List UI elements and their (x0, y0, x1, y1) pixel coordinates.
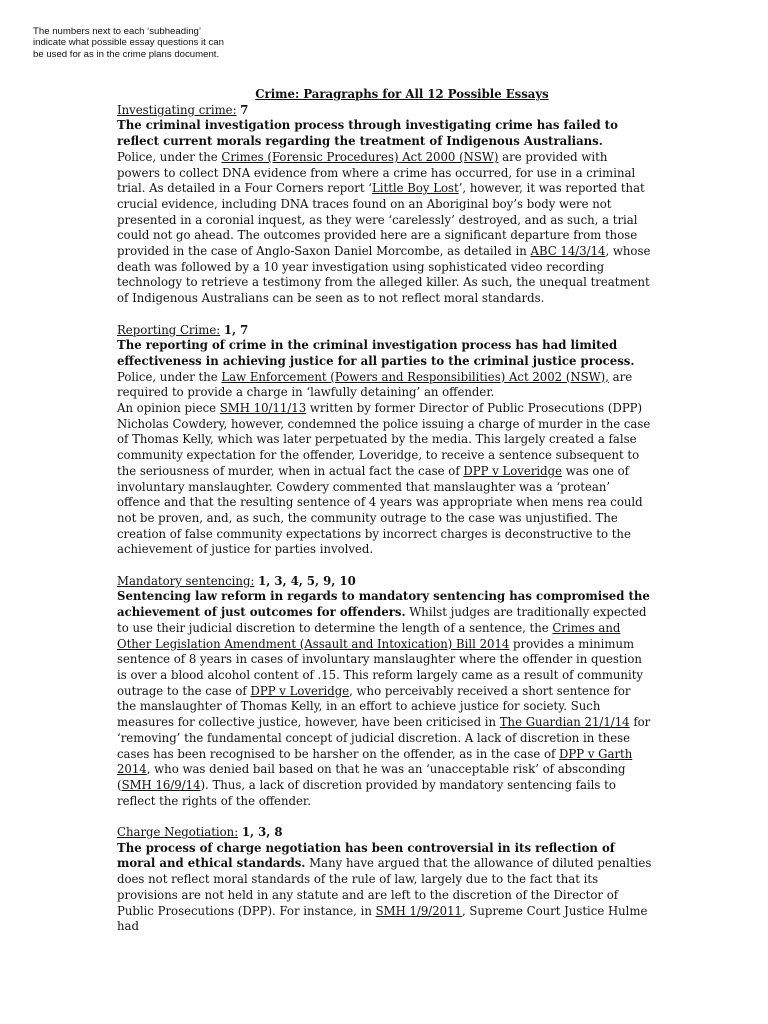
body-text: , who was denied bail based on that he was an ‘unacceptable risk’ of absconding ( (117, 762, 626, 792)
source-citation: DPP v Garth 2014 (117, 746, 633, 777)
source-citation: Crimes and Other Legislation Amendment (Assault and Intoxication) Bill 2014 (117, 620, 621, 651)
body-text: ’, however, it was reported that crucial evidence, including DNA traces found on an Aboriginal boy’s body were not presented in a coronial inquest, as they were ‘carelessly’ destroyed, and as such, a trial could not go ahead. The outcomes provided here are a significant departure from those provided in the case of Anglo-Saxon Daniel Morcombe, as detailed in (117, 181, 645, 259)
essay-question-numbers: 1, 7 (223, 322, 249, 337)
side-note: The numbers next to each ‘subheading’ indicate what possible essay questions it can be used for as in the crime plans document. (33, 26, 224, 60)
topic-sentence: The reporting of crime in the criminal investigation process has had limited effectiveness in achieving justice for all parties to the criminal justice process. (117, 338, 635, 368)
section-paragraph (117, 589, 653, 809)
body-text: ). Thus, a lack of discretion provided by mandatory sentencing fails to reflect the rights of the offender. (117, 777, 616, 808)
topic-sentence: The criminal investigation process through investigating crime has failed to reflect current morals regarding the treatment of Indigenous Australians. (117, 118, 618, 149)
body-text: An opinion piece (117, 401, 220, 416)
body-text: are provided with powers to collect DNA evidence from where a crime has occurred, for use in a criminal trial. As detailed in a Four Corners report ‘ (117, 149, 636, 196)
section-paragraph (117, 841, 653, 935)
body-text: , who perceivably received a short sentence for the manslaughter of Thomas Kelly, in an effort to achieve justice for society. Such measures for collective justice, however, have been criticised in (117, 683, 631, 730)
section-heading (117, 825, 653, 841)
body-text: Many have argued that the allowance of diluted penalties does not reflect moral standards of the rule of law, largely due to the fact that its provisions are not held in any statute and are left to the discretion of the Director of Public Prosecutions (DPP). For instance, in (117, 856, 652, 918)
essay-section (117, 103, 653, 307)
body-text: written by former Director of Public Prosecutions (DPP) Nicholas Cowdery, however, condemned the police issuing a charge of murder in the case of Thomas Kelly, which was later perpetuated by the media. This largely created a false community expectation for the offender, Loveridge, to receive a sentence subsequent to the seriousness of murder, when in actual fact the case of (117, 401, 651, 478)
essay-section (117, 323, 653, 559)
body-text: , whose death was followed by a 10 year investigation using sophisticated video recording technology to retrieve a testimony from the alleged killer. As such, the unequal treatment of Indigenous Australians can be seen as to not reflect moral standards. (117, 244, 651, 306)
section-paragraph (117, 338, 653, 558)
source-citation: Law Enforcement (Powers and Responsibilities) Act 2002 (NSW), (221, 369, 609, 384)
section-heading-text: Investigating crime: (117, 102, 237, 117)
source-citation: Little Boy Lost (372, 181, 459, 196)
document-page (117, 87, 653, 951)
source-citation: SMH 1/9/2011 (375, 903, 462, 918)
essay-question-numbers: 1, 3, 8 (241, 825, 283, 839)
body-text: was one of involuntary manslaughter. Cowdery commented that manslaughter was a ‘protean’ offence and that the resulting sentence of 4 years was appropriate when mens rea could not be proven, and, as such, the community outrage to the case was unjustified. The creation of false community expectations by incorrect charges is deconstructive to the achievement of justice for parties involved. (117, 463, 643, 557)
document-title: Crime: Paragraphs for All 12 Possible Essays (255, 87, 549, 101)
section-heading-text: Charge Negotiation: (117, 825, 239, 839)
section-heading-text: Mandatory sentencing: (117, 573, 255, 588)
body-text: Whilst judges are traditionally expected to use their judicial discretion to determine the length of a sentence, the (117, 605, 647, 635)
section-heading (117, 574, 653, 590)
section-paragraph (117, 118, 653, 306)
body-text: , Supreme Court Justice Hulme had (117, 903, 648, 934)
body-text: Police, under the (117, 149, 222, 164)
topic-sentence: The process of charge negotiation has been controversial in its reflection of moral and ethical standards. (117, 840, 615, 871)
body-text: are required to provide a charge in ‘lawfully detaining’ an offender. (117, 369, 633, 400)
source-citation: DPP v Loveridge (463, 463, 563, 478)
source-citation: Crimes (Forensic Procedures) Act 2000 (NSW) (221, 149, 499, 164)
source-citation: The Guardian 21/1/14 (499, 715, 630, 730)
body-text: Police, under the (117, 369, 222, 384)
body-text: for ‘removing’ the fundamental concept of judicial discretion. A lack of discretion in these cases has been recognised to be harsher on the offender, as in the case of (117, 715, 651, 761)
section-heading (117, 103, 653, 119)
section-heading-text: Reporting Crime: (117, 322, 221, 337)
essay-question-numbers: 7 (240, 102, 249, 117)
source-citation: SMH 10/11/13 (219, 401, 307, 416)
essay-question-numbers: 1, 3, 4, 5, 9, 10 (258, 573, 356, 588)
section-heading (117, 323, 653, 339)
source-citation: DPP v Loveridge (250, 683, 350, 698)
essay-section (117, 574, 653, 810)
sections-container (117, 103, 653, 935)
topic-sentence: Sentencing law reform in regards to mandatory sentencing has compromised the achievement of just outcomes for offenders. (117, 589, 650, 620)
source-citation: ABC 14/3/14 (530, 244, 606, 259)
body-text: provides a minimum sentence of 8 years in cases of involuntary manslaughter where the offender in question is over a blood alcohol content of .15. This reform largely came as a result of community outrage to the case of (117, 636, 644, 698)
essay-section (117, 825, 653, 935)
source-citation: SMH 16/9/14 (121, 777, 201, 792)
